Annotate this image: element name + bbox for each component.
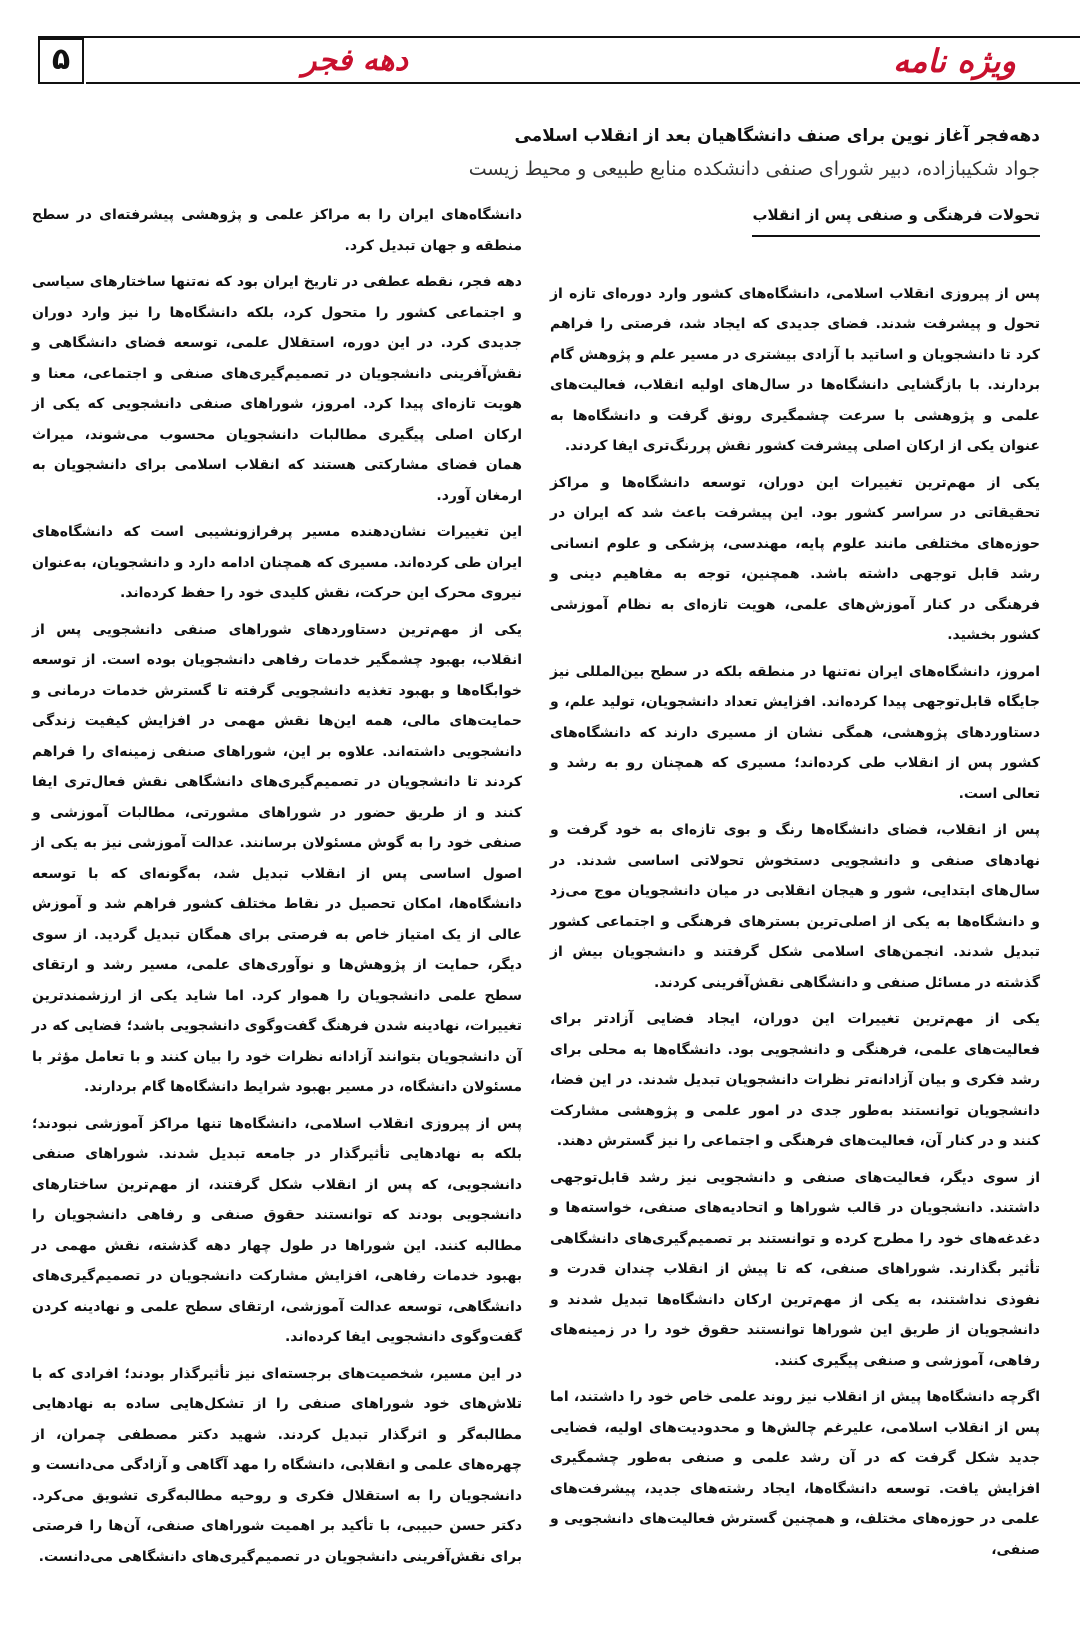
section-title: تحولات فرهنگی و صنفی پس از انقلاب (752, 200, 1040, 237)
left-column (32, 200, 522, 1578)
paragraph: امروز، دانشگاه‌های ایران نه‌تنها در منطقه بلکه در سطح بین‌المللی نیز جایگاه قابل‌توجهی پیدا کرده‌اند. افزایش تعداد دانشجویان، تولید علم، و دستاوردهای پژوهشی، همگی نشان از مسیری دارند که دانشگاه‌های کشور پس از انقلاب طی کرده‌اند؛ مسیری که همچنان رو به رشد و تعالی است. (550, 663, 1040, 802)
paragraph: پس از پیروزی انقلاب اسلامی، دانشگاه‌های کشور وارد دوره‌ای تازه از تحول و پیشرفت شدند. فضای جدیدی که ایجاد شد، فرصتی را فراهم کرد تا دانشجویان و اساتید با آزادی بیشتری در مسیر علم و پژوهش گام بردارند. با بازگشایی دانشگاه‌ها در سال‌های اولیه انقلاب، فعالیت‌های علمی و پژوهشی با سرعت چشمگیری رونق گرفت و دانشگاه‌ها به عنوان یکی از ارکان اصلی پیشرفت کشور نقش پررنگ‌تری ایفا کردند. (550, 285, 1040, 454)
paragraph: از سوی دیگر، فعالیت‌های صنفی و دانشجویی نیز رشد قابل‌توجهی داشتند. دانشجویان در قالب شوراها و اتحادیه‌های صنفی، خواسته‌ها و دغدغه‌های خود را مطرح کرده و توانستند بر تصمیم‌گیری‌های دانشگاهی تأثیر بگذارند. شوراهای صنفی، که تا پیش از انقلاب چندان قدرت و نفوذی نداشتند، به یکی از مهم‌ترین ارکان دانشگاه‌ها تبدیل شدند و دانشجویان از طریق این شوراها توانستند حقوق خود را در زمینه‌های رفاهی، آموزشی و صنفی پیگیری کنند. (550, 1169, 1040, 1369)
article-title: دهه‌فجر آغاز نوین برای صنف دانشگاهیان بعد از انقلاب اسلامی (514, 126, 1040, 146)
paragraph: پس از انقلاب، فضای دانشگاه‌ها رنگ و بوی تازه‌ای به خود گرفت و نهادهای صنفی و دانشجویی دستخوش تحولاتی اساسی شدند. در سال‌های ابتدایی، شور و هیجان انقلابی در میان دانشجویان موج می‌زد و دانشگاه‌ها به یکی از اصلی‌ترین بسترهای فرهنگی و اجتماعی کشور تبدیل شدند. انجمن‌های اسلامی شکل گرفتند و دانشجویان بیش از گذشته در مسائل صنفی و دانشگاهی نقش‌آفرینی کردند. (550, 822, 1040, 991)
masthead-rule (86, 82, 1080, 84)
brand-secondary: دهه فجر (302, 43, 408, 78)
page-number: ۵ (38, 38, 84, 84)
paragraph: پس از پیروزی انقلاب اسلامی، دانشگاه‌ها تنها مراکز آموزشی نبودند؛ بلکه به نهادهایی تأثیرگذار در جامعه تبدیل شدند. شوراهای صنفی دانشجویی، که پس از انقلاب شکل گرفتند، از مهم‌ترین ساختارهای دانشجویی بودند که توانستند حقوق صنفی و رفاهی دانشجویان را مطالبه کنند. این شوراها در طول چهار دهه گذشته، نقش مهمی در بهبود خدمات رفاهی، افزایش مشارکت دانشجویان در تصمیم‌گیری‌های دانشگاهی، توسعه عدالت آموزشی، ارتقای سطح علمی و نهادینه کردن گفت‌وگوی دانشجویی ایفا کرده‌اند. (32, 1115, 522, 1345)
article-byline: جواد شکیبازاده، دبیر شورای صنفی دانشکده منابع طبیعی و محیط زیست (468, 158, 1040, 180)
paragraph: یکی از مهم‌ترین تغییرات این دوران، ایجاد فضایی آزادتر برای فعالیت‌های علمی، فرهنگی و دانشجویی بود. دانشگاه‌ها به محلی برای رشد فکری و بیان آزادانه‌تر نظرات دانشجویان تبدیل شدند. در این فضا، دانشجویان توانستند به‌طور جدی در امور علمی و پژوهشی مشارکت کنند و در کنار آن، فعالیت‌های فرهنگی و اجتماعی را نیز گسترش دهند. (550, 1011, 1040, 1149)
paragraph: دانشگاه‌های ایران را به مراکز علمی و پژوهشی پیشرفته‌ای در سطح منطقه و جهان تبدیل کرد. (32, 207, 522, 254)
paragraph: دهه فجر، نقطه عطفی در تاریخ ایران بود که نه‌تنها ساختارهای سیاسی و اجتماعی کشور را متحول کرد، بلکه دانشگاه‌ها را نیز وارد دوران جدیدی کرد. در این دوره، استقلال علمی، توسعه فضای دانشگاهی و نقش‌آفرینی دانشجویان در تصمیم‌گیری‌های صنفی و اجتماعی، معنا و هویت تازه‌ای پیدا کرد. امروز، شوراهای صنفی دانشجویی که یکی از ارکان اصلی پیگیری مطالبات دانشجویان محسوب می‌شوند، میراث همان فضای مشارکتی هستند که انقلاب اسلامی برای دانشجویان به ارمغان آورد. (32, 274, 522, 504)
paragraph: اگرچه دانشگاه‌ها پیش از انقلاب نیز روند علمی خاص خود را داشتند، اما پس از انقلاب اسلامی، علیرغم چالش‌ها و محدودیت‌های اولیه، فضایی جدید شکل گرفت که در آن رشد علمی و صنفی به‌طور چشمگیری افزایش یافت. توسعه دانشگاه‌ها، ایجاد رشته‌های جدید، پیشرفت‌های علمی در حوزه‌های مختلف، و همچنین گسترش فعالیت‌های دانشجویی و صنفی، (550, 1389, 1040, 1558)
paragraph: این تغییرات نشان‌دهنده مسیر پرفرازونشیبی است که دانشگاه‌های ایران طی کرده‌اند. مسیری که همچنان ادامه دارد و دانشجویان، به‌عنوان نیروی محرک این حرکت، نقش کلیدی خود را حفظ کرده‌اند. (32, 524, 522, 601)
masthead (38, 36, 1080, 88)
right-column (550, 200, 1040, 1571)
paragraph: یکی از مهم‌ترین دستاوردهای شوراهای صنفی دانشجویی پس از انقلاب، بهبود چشمگیر خدمات رفاهی دانشجویان بوده است. از توسعه خوابگاه‌ها و بهبود تغذیه دانشجویی گرفته تا گسترش خدمات درمانی و حمایت‌های مالی، همه این‌ها نقش مهمی در افزایش کیفیت زندگی دانشجویی داشته‌اند. علاوه بر این، شوراهای صنفی زمینه‌ای را فراهم کردند تا دانشجویان در تصمیم‌گیری‌های دانشگاهی نقش فعال‌تری ایفا کنند و از طریق حضور در شوراهای مشورتی، مطالبات آموزشی و صنفی خود را به گوش مسئولان برسانند. عدالت آموزشی نیز به یکی از اصول اساسی پس از انقلاب تبدیل شد، به‌گونه‌ای که با توسعه دانشگاه‌ها، امکان تحصیل در نقاط مختلف کشور فراهم شد و آموزش عالی از یک امتیاز خاص به فرصتی برای همگان تبدیل گردید. از سوی دیگر، حمایت از پژوهش‌ها و نوآوری‌های علمی، مسیر رشد و ارتقای سطح علمی دانشجویان را هموار کرد. اما شاید یکی از ارزشمندترین تغییرات، نهادینه شدن فرهنگ گفت‌وگوی دانشجویی باشد؛ فضایی که در آن دانشجویان بتوانند آزادانه نظرات خود را بیان کنند و با تعامل مؤثر با مسئولان دانشگاه، در مسیر بهبود شرایط دانشگاه‌ها گام بردارند. (32, 621, 522, 1095)
paragraph: یکی از مهم‌ترین تغییرات این دوران، توسعه دانشگاه‌ها و مراکز تحقیقاتی در سراسر کشور بود. این پیشرفت باعث شد که ایران در حوزه‌های مختلفی مانند علوم پایه، مهندسی، پزشکی و علوم انسانی رشد قابل توجهی داشته باشد. همچنین، توجه به مفاهیم دینی و فرهنگی در کنار آموزش‌های علمی، هویت تازه‌ای به نظام آموزشی کشور بخشید. (550, 474, 1040, 643)
brand-main: ویژه نامه (893, 42, 1016, 80)
paragraph: در این مسیر، شخصیت‌های برجسته‌ای نیز تأثیرگذار بودند؛ افرادی که با تلاش‌های خود شوراهای صنفی را از تشکل‌هایی ساده به نهادهایی مطالبه‌گر و اثرگذار تبدیل کردند. شهید دکتر مصطفی چمران، از چهره‌های علمی و انقلابی، دانشگاه را مهد آگاهی و آزادگی می‌دانست و دانشجویان را به استقلال فکری و روحیه مطالبه‌گری تشویق می‌کرد. دکتر حسن حبیبی، با تأکید بر اهمیت شوراهای صنفی، آن‌ها را فرصتی برای نقش‌آفرینی دانشجویان در تصمیم‌گیری‌های دانشگاهی می‌دانست. (32, 1365, 522, 1565)
